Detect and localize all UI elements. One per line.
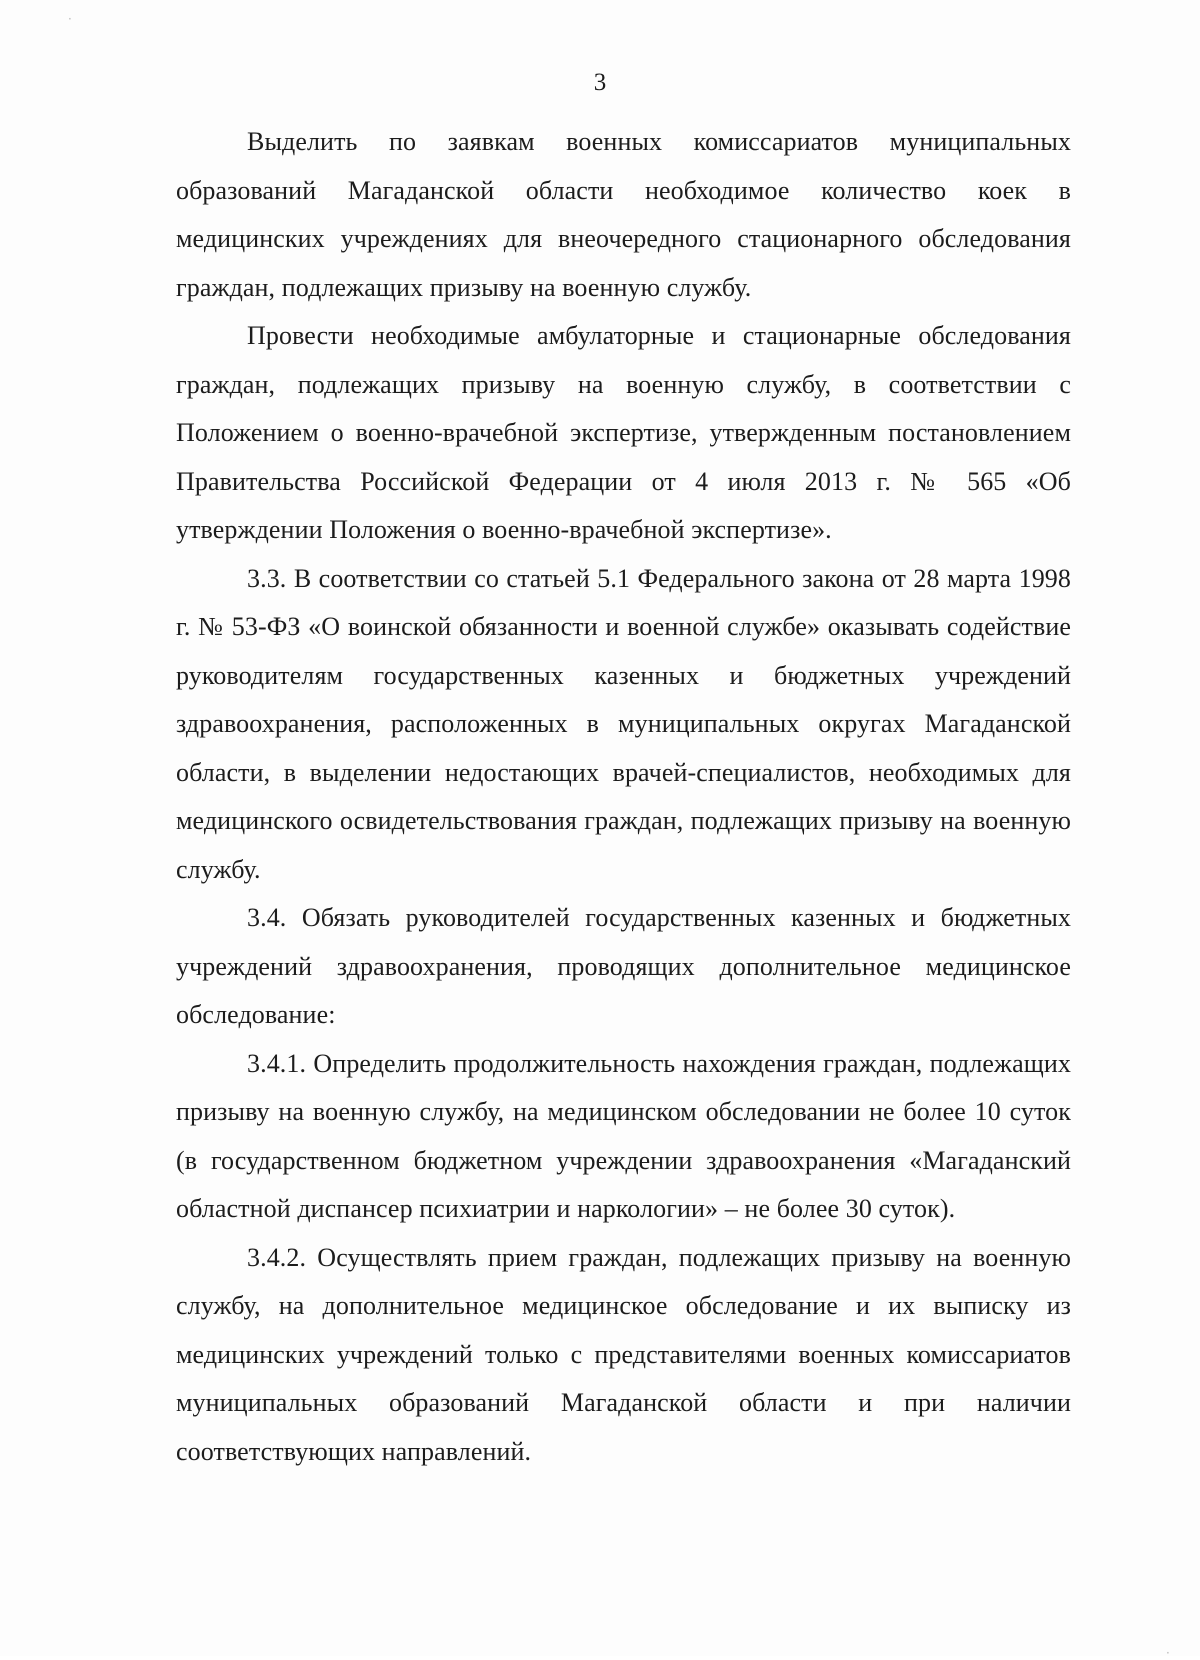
paragraph-3-4: 3.4. Обязать руководителей государственных казенных и бюджетных учреждений здравоохранения, проводящих дополнительное медицинское обследование: [176, 903, 1071, 1029]
paragraph-3-4-2: 3.4.2. Осуществлять прием граждан, подлежащих призыву на военную службу, на дополнительное медицинское обследование и их выписку из медицинских учреждений только с представителями военных комиссариатов муниципальных образований Магаданской области и при наличии соответствующих направлений. [176, 1242, 1071, 1466]
document-body [176, 118, 1071, 1476]
paragraph-3-3: 3.3. В соответствии со статьей 5.1 Федерального закона от 28 марта 1998 г. № 53-ФЗ «О воинской обязанности и военной службе» оказывать содействие руководителям государственных казенных и бюджетных учреждений здравоохранения, расположенных в муниципальных округах Магаданской области, в выделении недостающих врачей-специалистов, необходимых для медицинского освидетельствования граждан, подлежащих призыву на военную службу. [176, 563, 1071, 884]
scan-speck: · [68, 12, 72, 26]
scan-speck: · [1166, 1646, 1170, 1660]
paragraph-allocate-beds: Выделить по заявкам военных комиссариатов муниципальных образований Магаданской области необходимое количество коек в медицинских учреждениях для внеочередного стационарного обследования граждан, подлежащих призыву на военную службу. [176, 127, 1071, 302]
paragraph-conduct-examinations: Провести необходимые амбулаторные и стационарные обследования граждан, подлежащих призыву на военную службу, в соответствии с Положением о военно-врачебной экспертизе, утвержденным постановлением Правительства Российской Федерации от 4 июля 2013 г. № 565 «Об утверждении Положения о военно-врачебной экспертизе». [176, 321, 1071, 544]
page-number: 3 [593, 69, 607, 96]
paragraph-3-4-1: 3.4.1. Определить продолжительность нахождения граждан, подлежащих призыву на военную службу, на медицинском обследовании не более 10 суток (в государственном бюджетном учреждении здравоохранения «Магаданский областной диспансер психиатрии и наркологии» – не более 30 суток). [176, 1048, 1071, 1223]
